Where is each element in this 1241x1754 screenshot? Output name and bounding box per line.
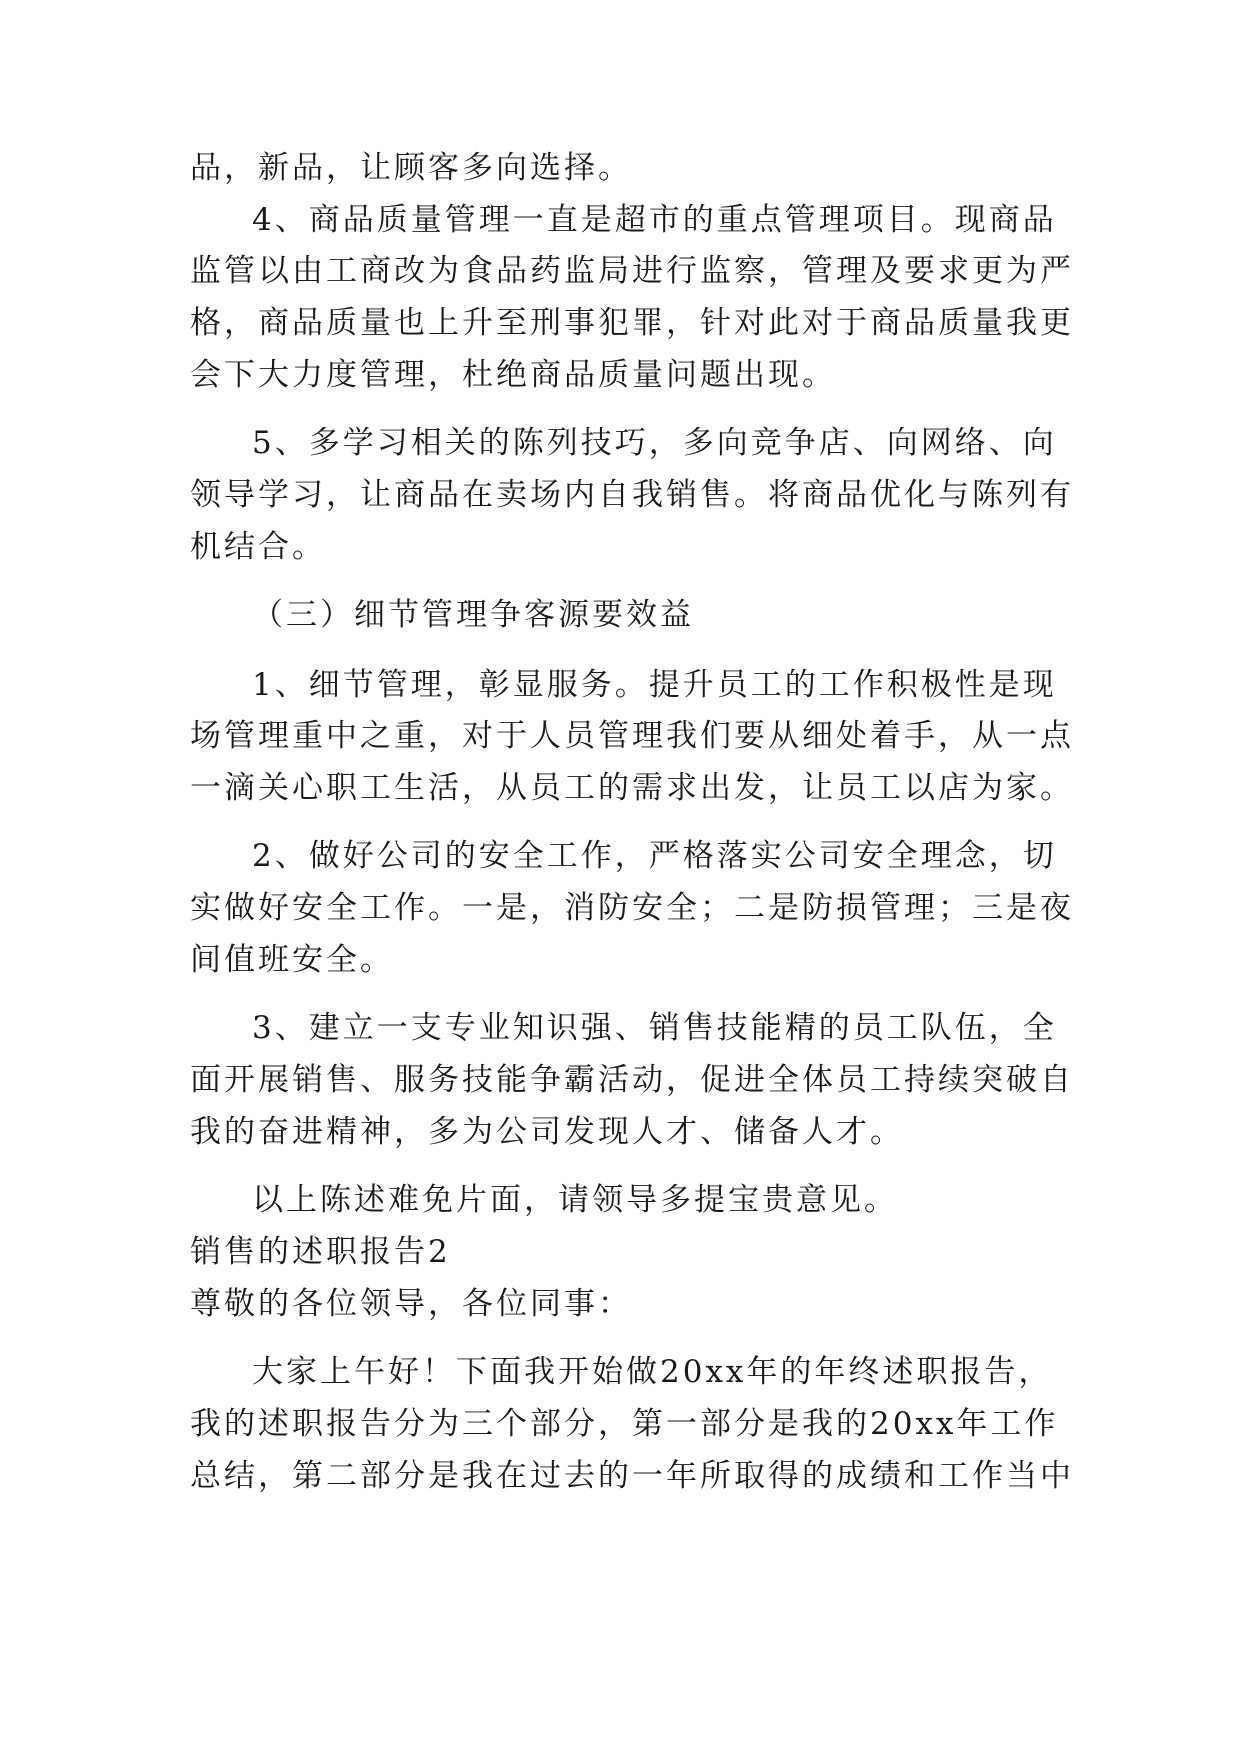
text-line: 场管理重中之重，对于人员管理我们要从细处着手，从一点 — [190, 718, 1074, 754]
text-line: 我的奋进精神，多为公司发现人才、储备人才。 — [190, 1114, 904, 1150]
text-line: 会下大力度管理，杜绝商品质量问题出现。 — [190, 357, 836, 393]
text-line: 1、细节管理，彰显服务。提升员工的工作积极性是现 — [252, 667, 1057, 703]
text-line: 品，新品，让顾客多向选择。 — [190, 150, 632, 186]
text-line: 我的述职报告分为三个部分，第一部分是我的20xx年工作 — [190, 1406, 1059, 1442]
text-line: 实做好安全工作。一是，消防安全；二是防损管理；三是夜 — [190, 890, 1074, 926]
text-line: 4、商品质量管理一直是超市的重点管理项目。现商品 — [252, 202, 1057, 238]
text-line: 机结合。 — [190, 529, 326, 565]
text-line: 2、做好公司的安全工作，严格落实公司安全理念，切 — [252, 838, 1057, 874]
report-title: 销售的述职报告2 — [190, 1234, 451, 1270]
text-line: 格，商品质量也上升至刑事犯罪，针对此对于商品质量我更 — [190, 305, 1074, 341]
section-heading: （三）细节管理争客源要效益 — [252, 597, 694, 633]
salutation: 尊敬的各位领导，各位同事： — [190, 1286, 632, 1322]
text-line: 一滴关心职工生活，从员工的需求出发，让员工以店为家。 — [190, 770, 1074, 806]
text-line: 以上陈述难免片面，请领导多提宝贵意见。 — [252, 1182, 898, 1218]
text-line: 总结，第二部分是我在过去的一年所取得的成绩和工作当中 — [190, 1458, 1074, 1494]
text-line: 间值班安全。 — [190, 942, 394, 978]
text-line: 5、多学习相关的陈列技巧，多向竞争店、向网络、向 — [252, 425, 1057, 461]
text-line: 领导学习，让商品在卖场内自我销售。将商品优化与陈列有 — [190, 477, 1074, 513]
text-line: 面开展销售、服务技能争霸活动，促进全体员工持续突破自 — [190, 1062, 1074, 1098]
text-line: 3、建立一支专业知识强、销售技能精的员工队伍，全 — [252, 1010, 1057, 1046]
text-line: 大家上午好！下面我开始做20xx年的年终述职报告， — [252, 1354, 1053, 1390]
text-line: 监管以由工商改为食品药监局进行监察，管理及要求更为严 — [190, 253, 1074, 289]
